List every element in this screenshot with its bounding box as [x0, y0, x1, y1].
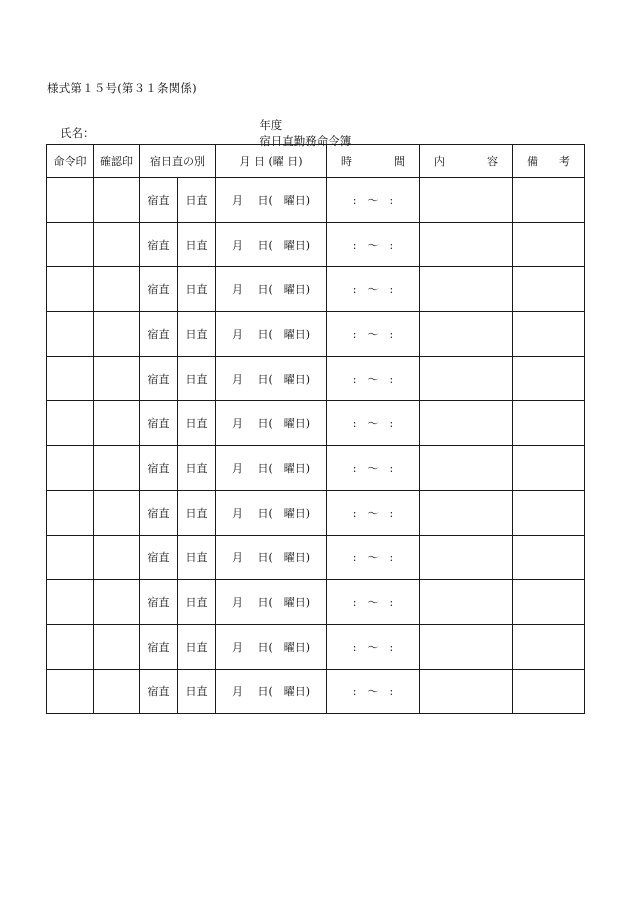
shukuchoku-option[interactable]: 宿直 [140, 356, 178, 401]
confirm-seal-cell[interactable] [94, 401, 140, 446]
header-content-left: 内 [434, 155, 445, 168]
order-seal-cell[interactable] [47, 446, 94, 491]
header-order-seal: 命令印 [47, 145, 94, 178]
order-seal-cell[interactable] [47, 624, 94, 669]
header-duty-type: 宿日直の別 [140, 145, 216, 178]
order-seal-cell[interactable] [47, 356, 94, 401]
note-cell[interactable] [513, 446, 585, 491]
table-row [47, 535, 585, 580]
shukuchoku-option[interactable]: 宿直 [140, 267, 178, 312]
header-note-right: 考 [559, 155, 570, 168]
content-cell[interactable] [420, 669, 513, 714]
table-row [47, 669, 585, 714]
content-cell[interactable] [420, 624, 513, 669]
note-cell[interactable] [513, 401, 585, 446]
date-cell[interactable]: 月 日( 曜日) [216, 580, 327, 625]
time-cell[interactable]: : 〜 : [327, 222, 420, 267]
confirm-seal-cell[interactable] [94, 490, 140, 535]
note-cell[interactable] [513, 669, 585, 714]
header-time-right: 間 [394, 155, 405, 168]
order-seal-cell[interactable] [47, 490, 94, 535]
table-row [47, 490, 585, 535]
date-cell[interactable]: 月 日( 曜日) [216, 624, 327, 669]
order-seal-cell[interactable] [47, 535, 94, 580]
content-cell[interactable] [420, 178, 513, 223]
nicchoku-option[interactable]: 日直 [178, 312, 216, 357]
note-cell[interactable] [513, 624, 585, 669]
header-note [513, 145, 585, 178]
table-row [47, 401, 585, 446]
date-cell[interactable]: 月 日( 曜日) [216, 401, 327, 446]
time-cell[interactable]: : 〜 : [327, 669, 420, 714]
order-seal-cell[interactable] [47, 267, 94, 312]
shukuchoku-option[interactable]: 宿直 [140, 222, 178, 267]
nicchoku-option[interactable]: 日直 [178, 267, 216, 312]
time-cell[interactable]: : 〜 : [327, 267, 420, 312]
order-seal-cell[interactable] [47, 401, 94, 446]
confirm-seal-cell[interactable] [94, 222, 140, 267]
table-row [47, 312, 585, 357]
date-cell[interactable]: 月 日( 曜日) [216, 490, 327, 535]
header-content [420, 145, 513, 178]
nicchoku-option[interactable]: 日直 [178, 401, 216, 446]
fiscal-year-label: 年度 [259, 118, 283, 132]
nicchoku-option[interactable]: 日直 [178, 446, 216, 491]
confirm-seal-cell[interactable] [94, 267, 140, 312]
time-cell[interactable]: : 〜 : [327, 312, 420, 357]
duty-order-table [46, 144, 585, 714]
confirm-seal-cell[interactable] [94, 356, 140, 401]
shukuchoku-option[interactable]: 宿直 [140, 401, 178, 446]
order-seal-cell[interactable] [47, 312, 94, 357]
confirm-seal-cell[interactable] [94, 446, 140, 491]
date-cell[interactable]: 月 日( 曜日) [216, 312, 327, 357]
date-cell[interactable]: 月 日( 曜日) [216, 535, 327, 580]
note-cell[interactable] [513, 580, 585, 625]
nicchoku-option[interactable]: 日直 [178, 535, 216, 580]
confirm-seal-cell[interactable] [94, 178, 140, 223]
time-cell[interactable]: : 〜 : [327, 446, 420, 491]
order-seal-cell[interactable] [47, 178, 94, 223]
time-cell[interactable]: : 〜 : [327, 401, 420, 446]
table-row [47, 222, 585, 267]
shukuchoku-option[interactable]: 宿直 [140, 580, 178, 625]
nicchoku-option[interactable]: 日直 [178, 669, 216, 714]
shukuchoku-option[interactable]: 宿直 [140, 446, 178, 491]
document-title [252, 103, 351, 149]
content-cell[interactable] [420, 490, 513, 535]
nicchoku-option[interactable]: 日直 [178, 222, 216, 267]
time-cell[interactable]: : 〜 : [327, 535, 420, 580]
time-cell[interactable]: : 〜 : [327, 490, 420, 535]
date-cell[interactable]: 月 日( 曜日) [216, 669, 327, 714]
table-row [47, 580, 585, 625]
header-time [327, 145, 420, 178]
note-cell[interactable] [513, 535, 585, 580]
confirm-seal-cell[interactable] [94, 312, 140, 357]
content-cell[interactable] [420, 401, 513, 446]
content-cell[interactable] [420, 580, 513, 625]
header-date: 月 日 (曜 日) [216, 145, 327, 178]
content-cell[interactable] [420, 535, 513, 580]
header-confirm-seal: 確認印 [94, 145, 140, 178]
form-number-label: 様式第１５号(第３１条関係) [47, 81, 197, 95]
order-seal-cell[interactable] [47, 222, 94, 267]
note-cell[interactable] [513, 312, 585, 357]
content-cell[interactable] [420, 356, 513, 401]
nicchoku-option[interactable]: 日直 [178, 624, 216, 669]
date-cell[interactable]: 月 日( 曜日) [216, 356, 327, 401]
nicchoku-option[interactable]: 日直 [178, 580, 216, 625]
nicchoku-option[interactable]: 日直 [178, 178, 216, 223]
header-content-right: 容 [487, 155, 498, 168]
nicchoku-option[interactable]: 日直 [178, 356, 216, 401]
table-row [47, 446, 585, 491]
order-seal-cell[interactable] [47, 669, 94, 714]
time-cell[interactable]: : 〜 : [327, 356, 420, 401]
time-cell[interactable]: : 〜 : [327, 178, 420, 223]
content-cell[interactable] [420, 267, 513, 312]
confirm-seal-cell[interactable] [94, 535, 140, 580]
shukuchoku-option[interactable]: 宿直 [140, 178, 178, 223]
table-row [47, 178, 585, 223]
note-cell[interactable] [513, 490, 585, 535]
note-cell[interactable] [513, 356, 585, 401]
shukuchoku-option[interactable]: 宿直 [140, 490, 178, 535]
content-cell[interactable] [420, 222, 513, 267]
content-cell[interactable] [420, 446, 513, 491]
shukuchoku-option[interactable]: 宿直 [140, 624, 178, 669]
confirm-seal-cell[interactable] [94, 580, 140, 625]
note-cell[interactable] [513, 222, 585, 267]
date-cell[interactable]: 月 日( 曜日) [216, 446, 327, 491]
order-seal-cell[interactable] [47, 580, 94, 625]
confirm-seal-cell[interactable] [94, 669, 140, 714]
table-body [47, 178, 585, 714]
header-note-left: 備 [527, 155, 538, 168]
date-cell[interactable]: 月 日( 曜日) [216, 267, 327, 312]
time-cell[interactable]: : 〜 : [327, 580, 420, 625]
table-row [47, 356, 585, 401]
date-cell[interactable]: 月 日( 曜日) [216, 222, 327, 267]
note-cell[interactable] [513, 267, 585, 312]
content-cell[interactable] [420, 312, 513, 357]
table-row [47, 624, 585, 669]
name-field-label: 氏名： [60, 126, 95, 140]
table-header-row [47, 145, 585, 178]
shukuchoku-option[interactable]: 宿直 [140, 312, 178, 357]
confirm-seal-cell[interactable] [94, 624, 140, 669]
register-title: 宿日直勤務命令簿 [259, 134, 352, 148]
header-time-left: 時 [341, 155, 352, 168]
time-cell[interactable]: : 〜 : [327, 624, 420, 669]
nicchoku-option[interactable]: 日直 [178, 490, 216, 535]
shukuchoku-option[interactable]: 宿直 [140, 535, 178, 580]
note-cell[interactable] [513, 178, 585, 223]
date-cell[interactable]: 月 日( 曜日) [216, 178, 327, 223]
table-row [47, 267, 585, 312]
shukuchoku-option[interactable]: 宿直 [140, 669, 178, 714]
